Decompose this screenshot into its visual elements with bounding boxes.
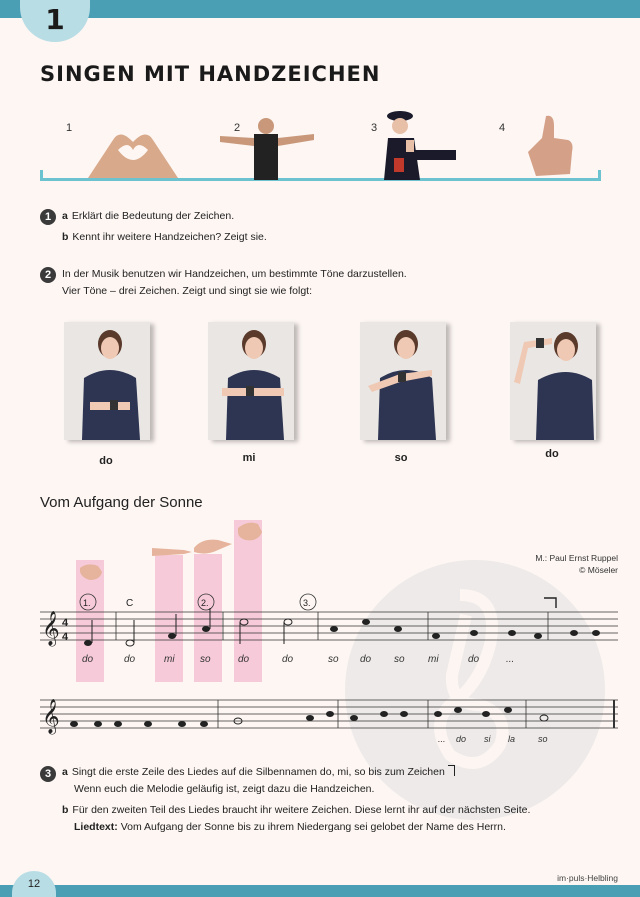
photo-do-top — [510, 322, 596, 440]
notes-row-2 — [70, 707, 548, 727]
page-title: SINGEN MIT HANDZEICHEN — [40, 62, 381, 86]
stop-sign-inline-icon — [448, 765, 455, 776]
stop-sign-mark — [544, 598, 556, 608]
task-2-badge: 2 — [40, 267, 56, 283]
syllable-r1-10: mi — [428, 654, 439, 665]
photo-mi-mid — [208, 322, 294, 440]
hand-flat-icon — [150, 544, 194, 560]
staff-row-2 — [38, 690, 620, 760]
girl-hand-sign-do-high-icon — [510, 322, 596, 440]
girl-hand-sign-mi-icon — [208, 322, 294, 440]
task-1b-label: b — [62, 231, 69, 243]
syllable-r1-2: do — [124, 654, 136, 665]
gesture-number-3: 3 — [371, 122, 378, 134]
song-title: Vom Aufgang der Sonne — [40, 494, 203, 511]
treble-clef-icon-2: 𝄞 — [42, 700, 60, 733]
photo-syllable-4: do — [545, 448, 559, 460]
task-3a-line-2: Wenn euch die Melodie geläufig ist, zeigt dazu die Handzeichen. — [74, 783, 375, 795]
syllable-r2-1: ... — [438, 734, 446, 744]
heart-hands-icon — [78, 120, 188, 180]
gesture-number-4: 4 — [499, 122, 506, 134]
syllable-r1-7: so — [328, 654, 339, 665]
syllable-r1-9: so — [394, 654, 405, 665]
treble-clef-icon: 𝄞 — [42, 612, 60, 645]
hand-fist-low-icon — [78, 562, 106, 582]
syllable-r1-12: ... — [506, 654, 515, 665]
syllable-r1-6: do — [282, 654, 294, 665]
task-3 — [62, 764, 622, 836]
gesture-number-1: 1 — [66, 122, 73, 134]
task-1a-label: a — [62, 210, 68, 222]
photo-syllable-2: mi — [242, 452, 256, 464]
task-1b-text: Kennt ihr weitere Handzeichen? Zeigt sie. — [72, 231, 267, 243]
police-officer-stop-icon — [380, 108, 460, 180]
song-credit-copyright: © Möseler — [579, 565, 618, 575]
task-3a-label: a — [62, 766, 68, 778]
syllable-r1-8: do — [360, 654, 372, 665]
syllable-r1-11: do — [468, 654, 480, 665]
syllable-r2-5: so — [538, 734, 548, 744]
syllable-r1-3: mi — [164, 654, 175, 665]
task-3b-label: b — [62, 804, 69, 816]
time-signature-bottom: 4 — [62, 631, 69, 643]
song-credit-composer: M.: Paul Ernst Ruppel — [535, 553, 618, 563]
gesture-number-2: 2 — [234, 122, 241, 134]
page-number-badge — [12, 871, 56, 897]
task-1-badge: 1 — [40, 209, 56, 225]
man-arms-out-icon — [214, 114, 318, 180]
syllable-r1-5: do — [238, 654, 250, 665]
hand-angled-icon — [192, 536, 234, 558]
bottom-bar — [0, 885, 640, 897]
syllable-r2-2: do — [456, 734, 467, 744]
task-3b-line-1: Für den zweiten Teil des Liedes braucht ihr weitere Zeichen. Diese lernt ihr auf der nächsten Seite. — [72, 804, 531, 816]
girl-hand-sign-so-icon — [360, 322, 446, 440]
task-3b-lyric-label: Liedtext: — [74, 821, 118, 833]
syllable-r1-4: so — [200, 654, 211, 665]
task-3a-line-1: Singt die erste Zeile des Liedes auf die Silbennamen do, mi, so bis zum Zeichen — [71, 766, 445, 778]
task-1a-text: Erklärt die Bedeutung der Zeichen. — [71, 210, 235, 222]
chord-label: C — [126, 598, 134, 609]
task-2 — [62, 266, 407, 300]
syllable-r2-3: si — [484, 734, 491, 744]
photo-syllable-3: so — [394, 452, 408, 464]
syllable-r1-1: do — [82, 654, 94, 665]
task-3b-lyric-text: Vom Aufgang der Sonne bis zu ihrem Niedergang sei gelobet der Name des Herrn. — [120, 821, 506, 833]
staff-row-1 — [38, 590, 620, 700]
time-signature-top: 4 — [62, 617, 69, 629]
task-2-line-2: Vier Töne – drei Zeichen. Zeigt und singt sie wie folgt: — [62, 285, 313, 297]
top-bar — [0, 0, 640, 18]
syllable-r2-4: la — [508, 734, 516, 744]
marker-1: 1. — [83, 598, 91, 608]
chapter-badge — [20, 0, 90, 42]
photo-so-high — [360, 322, 446, 440]
hand-fist-high-icon — [236, 520, 264, 544]
photo-syllable-1: do — [99, 455, 113, 467]
page-number: 12 — [27, 878, 41, 890]
task-3-badge: 3 — [40, 766, 56, 782]
task-1 — [62, 208, 267, 246]
marker-2: 2. — [201, 598, 209, 608]
photo-do-low — [64, 322, 150, 440]
chapter-number: 1 — [45, 3, 65, 36]
marker-3: 3. — [303, 598, 311, 608]
task-2-line-1: In der Musik benutzen wir Handzeichen, um bestimmte Töne darzustellen. — [62, 268, 407, 280]
thumbs-up-icon — [524, 112, 576, 180]
girl-hand-sign-do-icon — [64, 322, 150, 440]
publisher-label: im·puls·Helbling — [557, 873, 618, 883]
